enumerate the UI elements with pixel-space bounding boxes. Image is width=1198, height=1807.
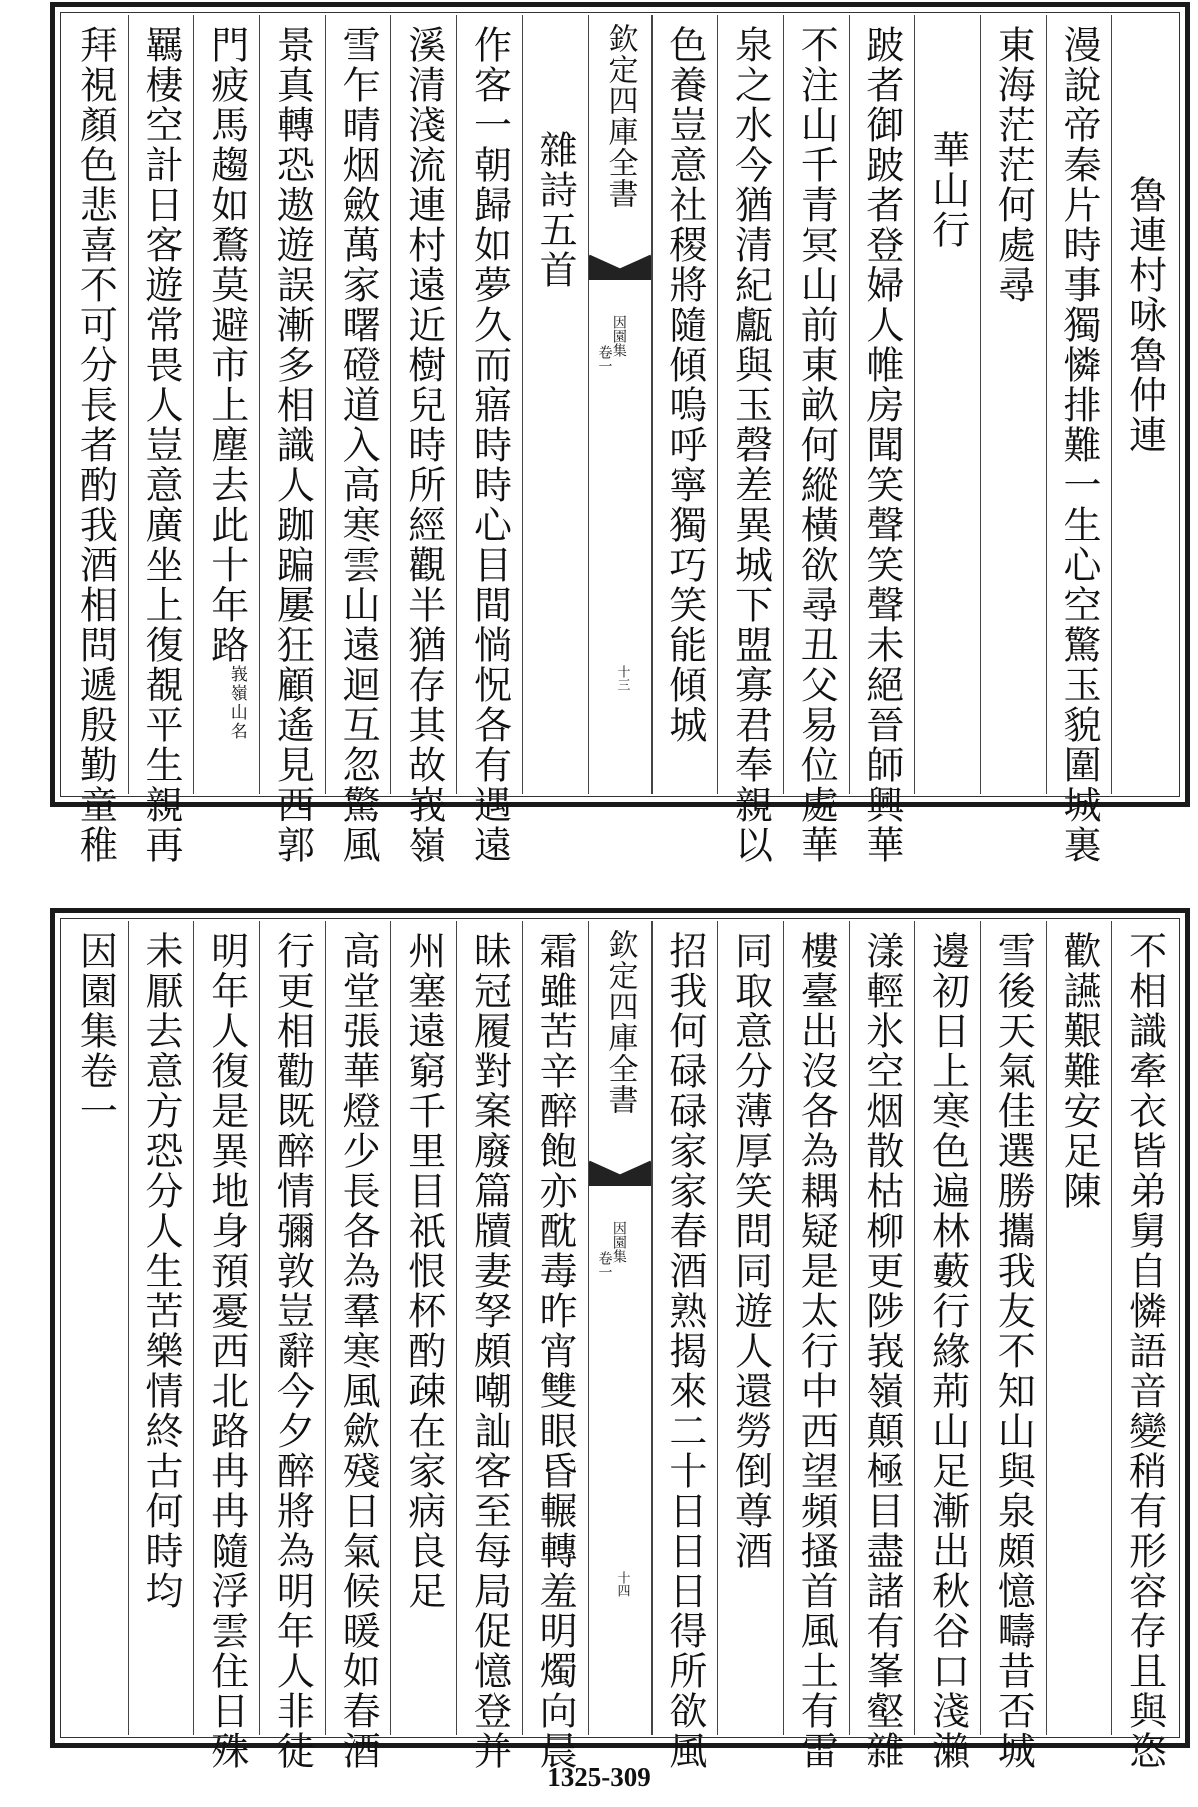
- top-page: [50, 2, 1190, 865]
- column-text: 魯連村咏魯仲連: [1122, 175, 1167, 455]
- column-text: 雪後天氣佳選勝攜我友不知山與泉頗憶疇昔否城: [991, 931, 1036, 1771]
- column-text: 同取意分薄厚笑問同遊人還勞倒尊酒: [728, 931, 773, 1571]
- column-text: 昧冠履對案廢篇牘妻孥頗嘲訕客至每局促憶登并: [467, 931, 512, 1771]
- text-column: [63, 15, 128, 865]
- text-column: [259, 921, 325, 1771]
- column-text: 景真轉恐遨遊誤漸多相識人跏蹁屢狂顧遙見西郭: [270, 25, 315, 865]
- text-column: [652, 15, 718, 794]
- column-text: 樓臺出沒各為耦疑是太行中西望頻搔首風土有雷: [794, 931, 839, 1771]
- column-text: 未厭去意方恐分人生苦樂情終古何時均: [139, 931, 184, 1611]
- center-fold-column: [588, 15, 652, 794]
- siku-title: 欽定四庫全書: [602, 929, 638, 1115]
- text-column: [1046, 921, 1112, 1735]
- text-column: [128, 921, 194, 1735]
- text-column: [914, 15, 980, 794]
- juan-label: 卷一: [596, 345, 613, 373]
- column-text: 明年人復是異地身預憂西北路冉冉隨浮雲住日殊: [204, 931, 249, 1771]
- column-text: 歡讌艱難安足陳: [1056, 931, 1101, 1211]
- text-column: [717, 921, 783, 1735]
- column-text: 拜視顏色悲喜不可分長者酌我酒相問遞殷勤童稚: [73, 25, 118, 865]
- bottom-page-columns: [63, 921, 1177, 1771]
- text-column: [980, 15, 1046, 794]
- column-text: 色養豈意社稷將隨傾嗚呼寧獨巧笑能傾城: [662, 25, 707, 745]
- text-column: [1046, 15, 1112, 865]
- text-column: [259, 15, 325, 865]
- leaf-number: 十三: [614, 665, 630, 691]
- text-column: [849, 921, 915, 1771]
- column-text: 雪乍晴烟斂萬家曙磴道入高寒雲山遠迴互忽驚風: [336, 25, 381, 865]
- poem-title: 華山行: [925, 130, 970, 250]
- fish-tail-icon: [589, 250, 651, 286]
- text-column: [63, 921, 128, 1735]
- column-text: 漾輕氷空烟散枯柳更陟峩嶺顛極目盡諸有峯壑雜: [859, 931, 904, 1771]
- text-column: [783, 921, 849, 1771]
- text-column: [980, 921, 1046, 1771]
- siku-title: 欽定四庫全書: [602, 23, 638, 209]
- column-text: 不注山千青冥山前東畝何縱橫欲尋丑父易位處華: [794, 25, 839, 865]
- leaf-number: 十四: [614, 1571, 630, 1597]
- collection-name: 因園集: [610, 1221, 627, 1263]
- text-column: [390, 921, 456, 1735]
- column-text: 泉之水今猶清紀甗與玉磬差異城下盟寡君奉親以: [728, 25, 773, 865]
- text-column: [652, 921, 718, 1771]
- column-text: 作客一朝歸如夢久而寤時時心目間惝怳各有遇遠: [467, 25, 512, 865]
- text-column: [849, 15, 915, 865]
- column-text: 溪清淺流連村遠近樹兒時所經觀半猶存其故峩嶺: [401, 25, 446, 865]
- column-text: 漫說帝秦片時事獨憐排難一生心空驚玉貌圍城裏: [1056, 25, 1101, 865]
- column-text: 高堂張華燈少長各為羣寒風歛殘日氣候暖如春酒: [336, 931, 381, 1771]
- column-text: [204, 15, 249, 794]
- column-text: 行更相勸既醉情彌敦豈辭今夕醉將為明年人非徒: [270, 931, 315, 1771]
- column-text: 招我何碌碌家家春酒熟揭來二十日日日得所欲風: [662, 931, 707, 1771]
- text-column: [522, 15, 588, 794]
- text-column: [128, 15, 194, 865]
- text-column: [522, 921, 588, 1771]
- top-page-columns: [63, 15, 1177, 865]
- text-column: [193, 15, 259, 794]
- fish-tail-icon: [589, 1156, 651, 1192]
- text-column: [325, 921, 391, 1771]
- collection-name: 因園集: [610, 315, 627, 357]
- text-column: [1111, 921, 1177, 1771]
- column-text: 霜雖苦辛醉飽亦酖毒昨宵雙眼昏輾轉羞明燭向晨: [533, 931, 578, 1771]
- column-text: 東海茫茫何處尋: [991, 25, 1036, 305]
- text-column: [390, 15, 456, 865]
- text-column: [193, 921, 259, 1771]
- volume-end-title: 因園集卷一: [73, 931, 118, 1131]
- bottom-page: [50, 908, 1190, 1771]
- column-text: 州塞遠窮千里目祇恨杯酌疎在家病良足: [401, 931, 446, 1611]
- text-column: [456, 921, 522, 1771]
- column-text: 跛者御跛者登婦人帷房聞笑聲笑聲未絕晉師興華: [859, 25, 904, 865]
- column-main-text: 門疲馬趨如鶩莫避市上塵去此十年路: [204, 25, 249, 665]
- text-column: [914, 921, 980, 1771]
- text-column: [783, 15, 849, 865]
- page-number: 1325-309: [547, 1762, 651, 1792]
- column-text: 羈棲空計日客遊常畏人豈意廣坐上復覩平生親再: [139, 25, 184, 865]
- column-text: 邊初日上寒色遍林藪行緣荊山足漸出秋谷口淺瀨: [925, 931, 970, 1771]
- juan-label: 卷一: [596, 1251, 613, 1279]
- text-column: [456, 15, 522, 865]
- poem-title: 雜詩五首: [533, 130, 578, 290]
- text-column: [325, 15, 391, 865]
- center-fold-column: [588, 921, 652, 1735]
- text-column: [1111, 15, 1177, 794]
- column-text: 不相識牽衣皆弟舅自憐語音變稍有形容存且與恣: [1122, 931, 1167, 1771]
- interlinear-note: 峩嶺山名: [226, 665, 247, 741]
- text-column: [717, 15, 783, 865]
